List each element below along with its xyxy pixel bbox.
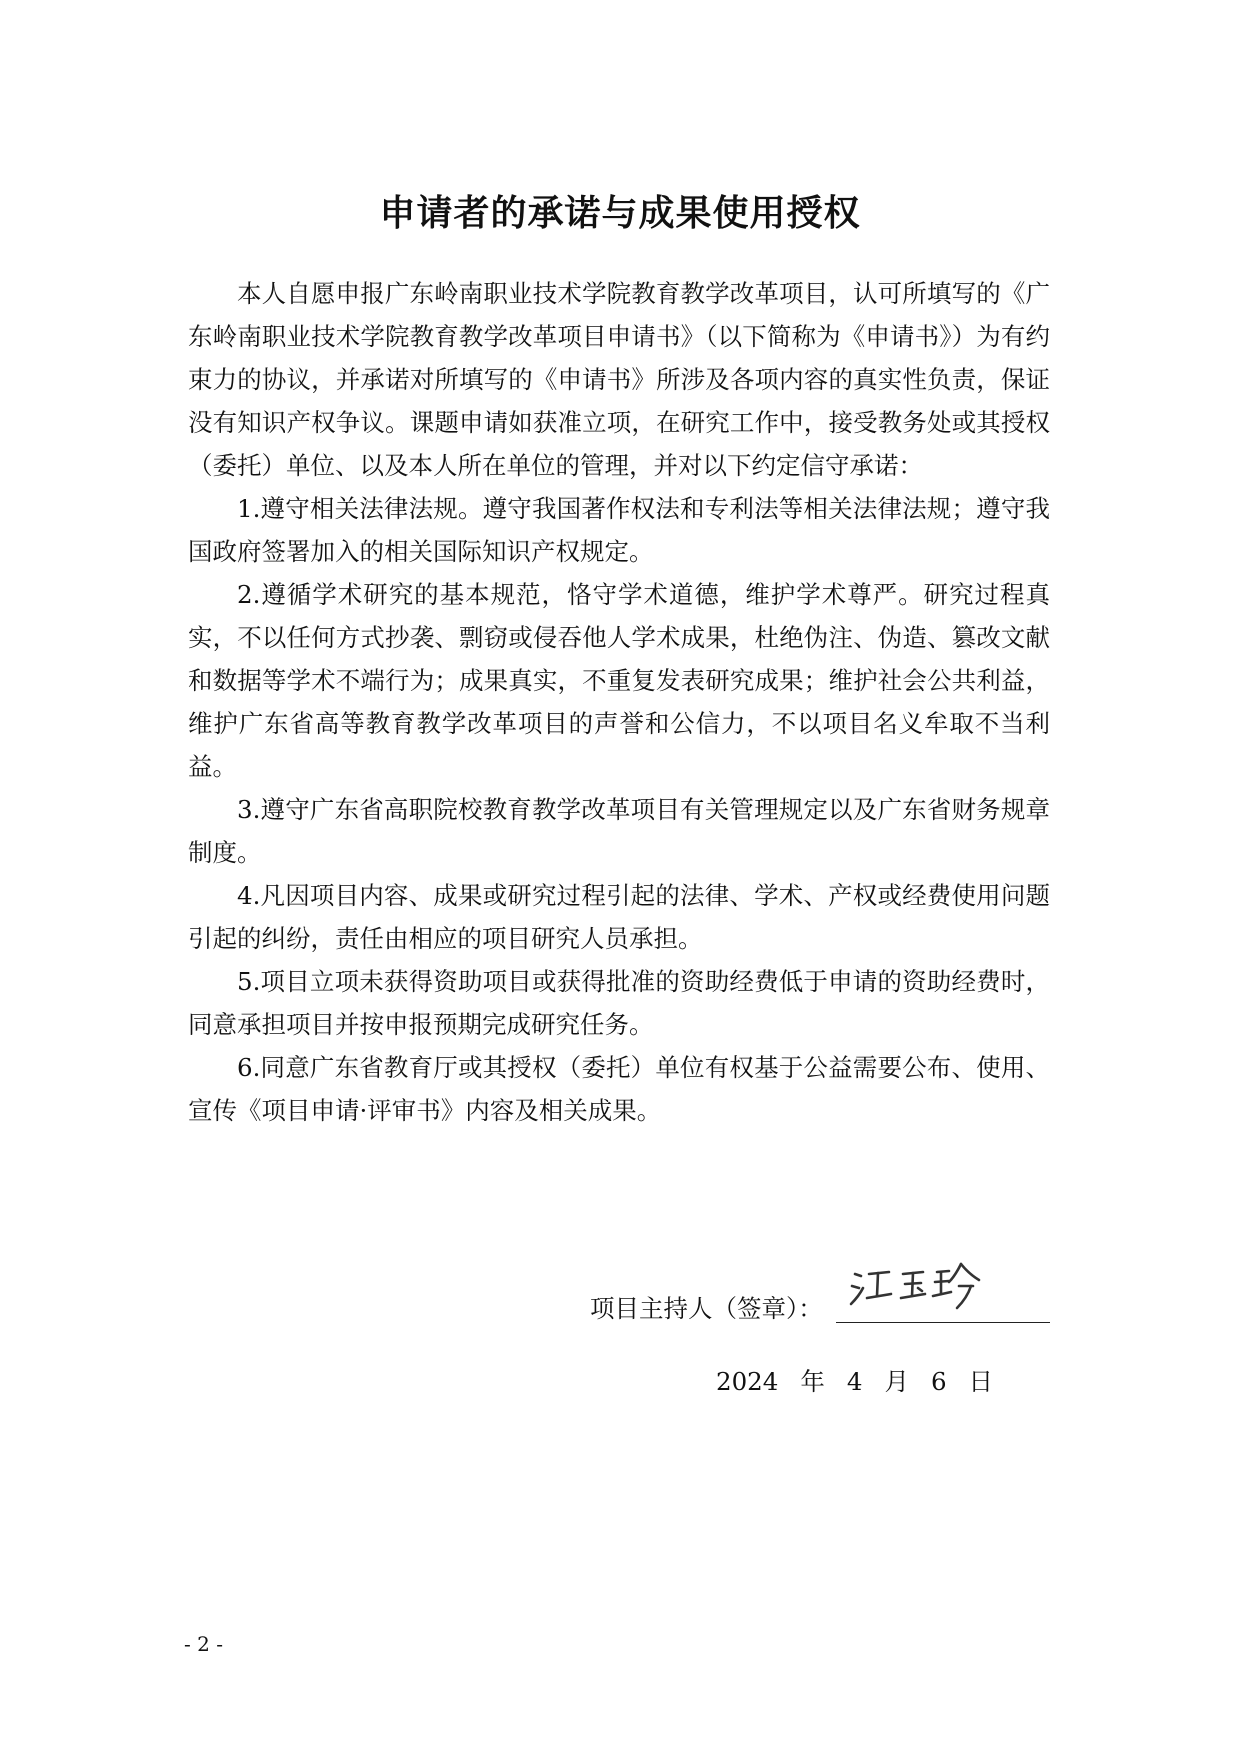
date-day: 6 — [930, 1367, 947, 1396]
signature-label: 项目主持人（签章）： — [590, 1294, 823, 1323]
handwritten-signature — [845, 1252, 995, 1314]
commitment-item-5: 5.项目立项未获得资助项目或获得批准的资助经费低于申请的资助经费时，同意承担项目并按申报预期完成研究任务。 — [188, 967, 1050, 1039]
signature-row — [590, 1290, 1050, 1330]
commitment-item-1: 1.遵守相关法律法规。遵守我国著作权法和专利法等相关法律法规；遵守我国政府签署加入的相关国际知识产权规定。 — [188, 494, 1050, 566]
commitment-item-6: 6.同意广东省教育厅或其授权（委托）单位有权基于公益需要公布、使用、宣传《项目申请·评审书》内容及相关成果。 — [188, 1053, 1050, 1125]
commitment-item-4: 4.凡因项目内容、成果或研究过程引起的法律、学术、产权或经费使用问题引起的纠纷，责任由相应的项目研究人员承担。 — [188, 881, 1050, 953]
date-month: 4 — [846, 1367, 863, 1396]
date-month-unit: 月 — [884, 1367, 909, 1396]
page-title: 申请者的承诺与成果使用授权 — [379, 193, 861, 234]
commitment-item-3: 3.遵守广东省高职院校教育教学改革项目有关管理规定以及广东省财务规章制度。 — [188, 795, 1050, 867]
date-day-unit: 日 — [968, 1367, 994, 1396]
commitment-body — [188, 272, 1050, 1132]
intro-paragraph: 本人自愿申报广东岭南职业技术学院教育教学改革项目，认可所填写的《广东岭南职业技术学院教育教学改革项目申请书》（以下简称为《申请书》）为有约束力的协议，并承诺对所填写的《申请书》所涉及各项内容的真实性负责，保证没有知识产权争议。课题申请如获准立项，在研究工作中，接受教务处或其授权（委托）单位、以及本人所在单位的管理，并对以下约定信守承诺： — [188, 279, 1050, 480]
date-year: 2024 — [716, 1367, 779, 1396]
signature-line — [836, 1322, 1050, 1323]
sign-date — [716, 1363, 1015, 1398]
page-number: - 2 - — [184, 1632, 223, 1656]
commitment-item-2: 2.遵循学术研究的基本规范，恪守学术道德，维护学术尊严。研究过程真实，不以任何方式抄袭、剽窃或侵吞他人学术成果，杜绝伪注、伪造、篡改文献和数据等学术不端行为；成果真实，不重复发表研究成果；维护社会公共利益，维护广东省高等教育教学改革项目的声誉和公信力，不以项目名义牟取不当利益。 — [188, 580, 1050, 781]
date-year-unit: 年 — [800, 1367, 825, 1396]
